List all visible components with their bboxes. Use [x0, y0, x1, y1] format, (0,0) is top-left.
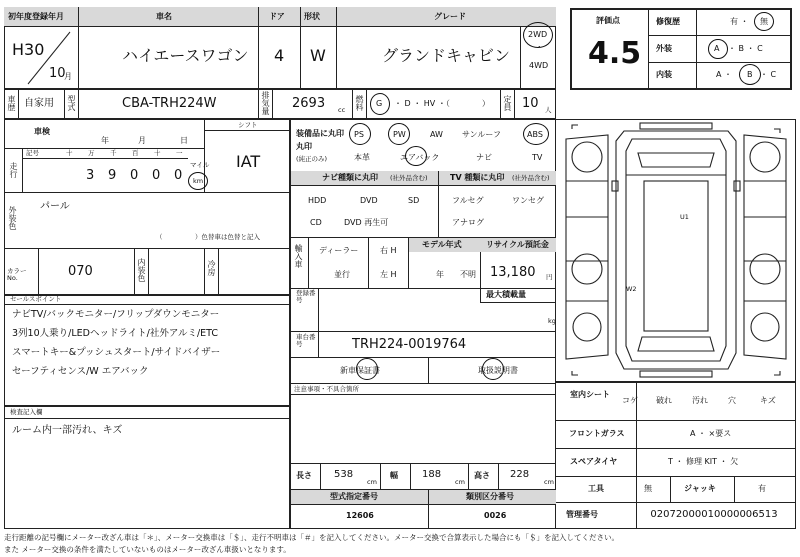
auction-sheet	[4, 4, 796, 554]
drive-dot: ・	[536, 43, 543, 51]
designation-label: 型式指定番号	[330, 492, 378, 501]
tv-label: TV 種類に丸印	[450, 173, 505, 182]
shift-value: IAT	[236, 152, 261, 171]
length-value: 538	[334, 469, 354, 480]
mile-label: マイル	[190, 161, 210, 169]
capacity-value: 10	[522, 96, 539, 111]
tools-value: 無	[644, 484, 652, 493]
month-unit: 月	[64, 72, 72, 81]
max-load-label: 最大積載量	[486, 290, 526, 299]
sales-points-label: セールスポイント	[10, 295, 62, 303]
equipment-item: PW	[393, 130, 406, 139]
width-unit: cm	[455, 478, 465, 486]
mgmt-label: 管理番号	[566, 510, 598, 519]
recycle-label: リサイクル預託金	[486, 240, 549, 249]
model-year-unknown: 不明	[460, 270, 476, 279]
seat-option: 穴	[728, 396, 736, 405]
cc-unit: cc	[338, 106, 346, 114]
sales-point-line: ナビTV/バックモニター/フリップダウンモニター	[12, 309, 220, 320]
inspector-value: ルーム内一部汚れ、キズ	[12, 425, 123, 436]
import-parallel: 並行	[334, 270, 350, 279]
exterior-selected: A	[714, 44, 720, 53]
seat-option: 汚れ	[692, 396, 708, 405]
score-label: 評価点	[596, 16, 620, 25]
ps-circle	[349, 123, 371, 145]
inspector-label: 検査記入欄	[10, 408, 43, 416]
repair-selected: 無	[760, 17, 768, 26]
drive-4wd: 4WD	[529, 61, 549, 70]
displacement-value: 2693	[292, 96, 326, 111]
exterior-label: 外装	[656, 44, 672, 53]
diagram-u1: U1	[680, 213, 689, 221]
tv-item: フルセグ	[452, 196, 484, 205]
navi-item: SD	[408, 196, 420, 205]
car-name-value: ハイエースワゴン	[122, 46, 249, 65]
glass-label: フロントガラス	[569, 429, 625, 438]
category-label: 類別区分番号	[466, 492, 514, 501]
fuel-options: ・ D ・ HV ・（ ）	[394, 99, 490, 108]
recycle-unit: 円	[546, 273, 553, 281]
equipment-item: 本革	[354, 153, 370, 162]
abs-circle	[523, 123, 549, 145]
mileage-digit: 0	[152, 168, 161, 183]
car-diagram	[560, 121, 792, 379]
designation-value: 12606	[346, 511, 374, 520]
equipment-label: 装備品に丸印	[296, 129, 344, 138]
navi-item: CD	[310, 218, 322, 227]
tools-label: 工具	[588, 484, 604, 493]
chassis-value: TRH224-0019764	[352, 337, 467, 352]
navi-label: ナビ種類に丸印	[322, 173, 378, 182]
color-value: パール	[40, 201, 70, 212]
equipment-item: ABS	[527, 130, 543, 139]
usage-value: 自家用	[24, 98, 54, 109]
interior-options-pre: A ・	[716, 70, 733, 79]
height-unit: cm	[544, 478, 554, 486]
car-name-label: 車名	[156, 12, 172, 21]
inspection-month: 月	[138, 136, 146, 145]
sales-point-line: セーフティセンス/W エアバック	[12, 366, 149, 377]
drive-2wd: 2WD	[528, 30, 548, 39]
import-right-h: 右 H	[380, 246, 397, 255]
interior-selected: B	[747, 70, 753, 79]
model-year-label: モデル年式	[422, 240, 462, 249]
color-note: （ ）色替車は色替と記入	[156, 233, 260, 241]
equipment-item: AW	[430, 130, 443, 139]
repair-label: 修復歴	[656, 17, 680, 26]
first-reg-label: 初年度登録年月	[8, 12, 64, 21]
displacement-label: 排気量	[261, 91, 270, 115]
capacity-unit: 人	[545, 106, 552, 114]
length-label: 長さ	[296, 471, 312, 480]
mgmt-value: 02072000010000006513	[650, 509, 778, 520]
equipment-maru: 丸印	[296, 142, 312, 151]
door-value: 4	[274, 46, 285, 65]
glass-options: A ・ ×要ス	[690, 429, 732, 438]
height-value: 228	[510, 469, 530, 480]
airbag-circle	[405, 146, 427, 166]
equipment-item: TV	[532, 153, 543, 162]
mileage-digit: 9	[108, 168, 117, 183]
fuel-selected: G	[376, 99, 383, 108]
mileage-unit-label: 万	[88, 149, 95, 157]
jack-label: ジャッキ	[684, 484, 716, 493]
interior-label: 内装	[656, 70, 672, 79]
spare-options: T ・ 修理 KIT ・ 欠	[668, 457, 739, 466]
grade-value: グランドキャビン	[382, 46, 511, 65]
equipment-sub: (純正のみ)	[296, 155, 328, 163]
score-value: 4.5	[588, 36, 642, 71]
inspection-label: 車検	[34, 127, 50, 136]
fuel-label: 燃料	[355, 95, 364, 111]
color-no-label: カラーNo.	[7, 267, 27, 282]
mileage-label: 走行	[9, 162, 18, 178]
sales-point-line: 3列10人乗り/LEDヘッドライト/社外アルミ/ETC	[12, 328, 219, 339]
tv-note: (社外品含む)	[512, 174, 550, 182]
tv-item: アナログ	[452, 218, 484, 227]
equipment-item: PS	[354, 130, 364, 139]
notes-label: 注意事項・不具合箇所	[294, 385, 359, 393]
manual-doc: 取扱説明書	[478, 366, 518, 375]
km-label: km	[193, 177, 204, 185]
max-load-unit: kg	[548, 317, 556, 325]
manual-circle	[482, 358, 504, 380]
width-value: 188	[422, 469, 442, 480]
spare-label: スペアタイヤ	[570, 457, 618, 466]
first-reg-value: H30	[12, 40, 45, 59]
footer-line2: また メーター交換の条件を満たしていないものはメーター改ざん車扱いとなります。	[4, 545, 291, 554]
capacity-label: 定員	[503, 95, 512, 111]
exterior-options: ・ B ・ C	[728, 44, 763, 53]
door-label: ドア	[269, 12, 285, 21]
seat-option: キズ	[760, 396, 776, 405]
warranty-doc: 新車保証書	[340, 366, 380, 375]
mileage-unit-label: 十	[154, 149, 161, 157]
repair-options: 有 ・	[730, 17, 749, 26]
mileage-unit-label: 百	[132, 149, 139, 157]
equipment-item: ナビ	[476, 153, 492, 162]
navi-item: DVD	[360, 196, 378, 205]
seat-option: 破れ	[656, 396, 672, 405]
navi-note: (社外品含む)	[390, 174, 428, 182]
interior-color-label: 内装色	[137, 258, 146, 282]
interior-options-post: ・ C	[760, 70, 777, 79]
import-label: 輸入車	[294, 244, 303, 268]
seat-option: コゲ	[622, 396, 638, 405]
shape-value: W	[310, 46, 326, 65]
model-label: 型式	[67, 95, 76, 111]
diagram-w2: W2	[626, 285, 637, 293]
first-reg-month: 10	[49, 66, 66, 81]
equipment-item: エアバック	[400, 153, 440, 162]
mileage-unit-label: 記号	[26, 149, 39, 157]
usage-label: 車歴	[7, 95, 16, 111]
mileage-unit-label: 一	[176, 149, 183, 157]
model-year-year: 年	[436, 270, 444, 279]
import-dealer: ディーラー	[319, 246, 359, 255]
navi-item: HDD	[308, 196, 327, 205]
mileage-unit-label: 千	[110, 149, 117, 157]
shape-label: 形状	[304, 12, 320, 21]
mileage-digit: 3	[86, 168, 95, 183]
ac-label: 冷房	[207, 260, 216, 276]
warranty-circle	[356, 358, 378, 380]
color-label: 外装色	[8, 206, 17, 230]
import-left-h: 左 H	[380, 270, 397, 279]
color-no-value: 070	[68, 264, 93, 279]
footer-line1: 走行距離の記号欄にメーター改ざん車は「＊」、メーター交換車は「＄」、走行不明車は「＃」を記入してください。メーター交換で合算表示した場合にも「＄」を記入してください。	[4, 533, 619, 542]
shift-label: シフト	[238, 121, 258, 129]
chassis-label: 車台番号	[296, 333, 316, 348]
jack-value: 有	[758, 484, 766, 493]
width-label: 幅	[390, 471, 398, 480]
seat-label-text: 室内シート	[570, 390, 610, 399]
equipment-item: サンルーフ	[462, 130, 501, 139]
category-value: 0026	[484, 511, 507, 520]
navi-item: DVD 再生可	[344, 218, 389, 227]
pw-circle	[388, 123, 410, 145]
mileage-digit: 0	[174, 168, 183, 183]
length-unit: cm	[367, 478, 377, 486]
seat-label	[570, 391, 610, 399]
height-label: 高さ	[474, 471, 490, 480]
inspection-year: 年	[101, 136, 109, 145]
recycle-value: 13,180	[490, 265, 536, 280]
mileage-digit: 0	[130, 168, 139, 183]
registration-label: 登録番号	[296, 289, 316, 304]
grade-label: グレード	[434, 12, 466, 21]
sales-point-line: スマートキー&プッシュスタート/サイドバイザー	[12, 347, 221, 358]
tv-item: ワンセグ	[512, 196, 544, 205]
inspection-day: 日	[180, 136, 188, 145]
model-value: CBA-TRH224W	[122, 96, 217, 111]
mileage-unit-label: 十	[66, 149, 73, 157]
